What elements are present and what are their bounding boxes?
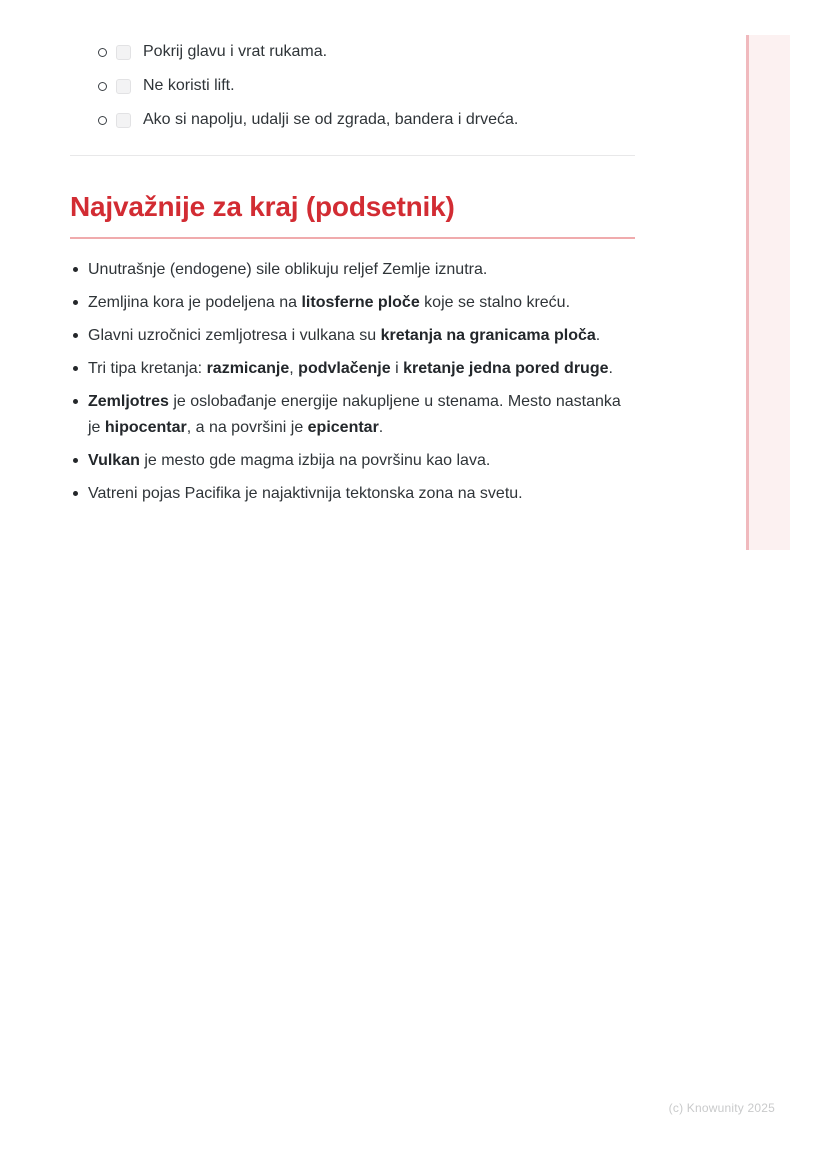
content-column — [70, 0, 635, 514]
circle-bullet-icon — [98, 82, 107, 91]
bullet-icon — [73, 333, 78, 338]
checklist-item — [70, 110, 635, 130]
bullet-icon — [73, 267, 78, 272]
checkbox[interactable] — [116, 113, 131, 128]
checklist-item — [70, 42, 635, 62]
bullet-icon — [73, 458, 78, 463]
summary-list — [70, 257, 635, 507]
checklist-item — [70, 76, 635, 96]
list-item — [70, 356, 635, 382]
list-item — [70, 290, 635, 316]
list-item — [70, 448, 635, 474]
list-item — [70, 389, 635, 441]
list-item-text: Vulkan je mesto gde magma izbija na površinu kao lava. — [88, 452, 491, 469]
bullet-icon — [73, 366, 78, 371]
list-item-text: Vatreni pojas Pacifika je najaktivnija tektonska zona na svetu. — [88, 485, 523, 502]
section-divider — [70, 155, 635, 156]
circle-bullet-icon — [98, 116, 107, 125]
checklist-item-label: Ne koristi lift. — [143, 77, 235, 94]
checklist-item-label: Ako si napolju, udalji se od zgrada, bandera i drveća. — [143, 111, 519, 128]
section-heading: Najvažnije za kraj (podsetnik) — [70, 191, 455, 222]
checkbox[interactable] — [116, 45, 131, 60]
list-item — [70, 323, 635, 349]
circle-bullet-icon — [98, 48, 107, 57]
heading-underline — [70, 237, 635, 239]
list-item — [70, 257, 635, 283]
safety-checklist — [70, 42, 635, 130]
list-item — [70, 481, 635, 507]
list-item-text: Tri tipa kretanja: razmicanje, podvlačenje i kretanje jedna pored druge. — [88, 360, 613, 377]
bullet-icon — [73, 399, 78, 404]
checklist-item-label: Pokrij glavu i vrat rukama. — [143, 43, 328, 60]
list-item-text: Glavni uzročnici zemljotresa i vulkana su kretanja na granicama ploča. — [88, 327, 601, 344]
list-item-text: Unutrašnje (endogene) sile oblikuju reljef Zemlje iznutra. — [88, 261, 488, 278]
bullet-icon — [73, 491, 78, 496]
copyright-notice: (c) Knowunity 2025 — [668, 1101, 775, 1115]
list-item-text: Zemljina kora je podeljena na litosferne ploče koje se stalno kreću. — [88, 294, 571, 311]
bullet-icon — [73, 300, 78, 305]
right-accent-bar — [746, 35, 790, 550]
checkbox[interactable] — [116, 79, 131, 94]
list-item-text: Zemljotres je oslobađanje energije nakupljene u stenama. Mesto nastanka je hipocentar, a na površini je epicentar. — [88, 393, 621, 436]
